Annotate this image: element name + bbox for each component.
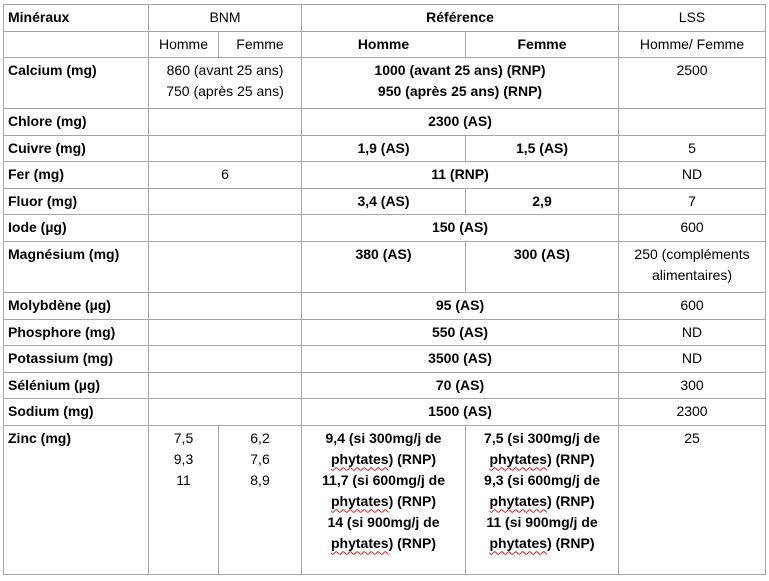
table-row (4, 109, 766, 136)
spellcheck-word: phytates (330, 534, 389, 551)
empty-cell (4, 31, 149, 58)
zinc-ref-homme-line: 9,4 (si 300mg/j de (325, 429, 442, 446)
phosphore-reference: 550 (AS) (302, 319, 619, 346)
calcium-bnm-line-2: 750 (après 25 ans) (166, 83, 284, 100)
calcium-reference (302, 58, 619, 109)
zinc-ref-femme-line: 11 (si 900mg/j de (486, 513, 598, 530)
zinc-ref-femme-line (470, 491, 614, 512)
zinc-bnm-homme-line: 9,3 (173, 450, 194, 467)
fluor-ref-femme: 2,9 (466, 188, 619, 215)
row-label-fluor: Fluor (mg) (4, 188, 149, 215)
calcium-lss: 2500 (619, 58, 766, 109)
col-minerals-header: Minéraux (4, 5, 149, 32)
zinc-ref-suffix: ) (RNP) (388, 492, 436, 509)
table-row (4, 399, 766, 426)
zinc-bnm-femme (219, 425, 302, 574)
bnm-femme-header: Femme (219, 31, 302, 58)
table-row (4, 241, 766, 292)
zinc-bnm-homme (149, 425, 219, 574)
table-row (4, 188, 766, 215)
zinc-bnm-homme-line: 11 (176, 471, 191, 488)
molybdene-bnm (149, 292, 302, 319)
cuivre-ref-femme: 1,5 (AS) (466, 135, 619, 162)
molybdene-lss: 600 (619, 292, 766, 319)
zinc-bnm-femme-line: 6,2 (250, 429, 270, 446)
zinc-ref-femme-line: 9,3 (si 600mg/j de (484, 471, 600, 488)
ref-femme-header: Femme (466, 31, 619, 58)
row-label-magnesium: Magnésium (mg) (4, 241, 149, 292)
chlore-lss (619, 109, 766, 136)
potassium-bnm (149, 346, 302, 373)
spellcheck-word: phytates (489, 534, 548, 551)
row-label-cuivre: Cuivre (mg) (4, 135, 149, 162)
zinc-ref-femme-line: 7,5 (si 300mg/j de (484, 429, 600, 446)
row-label-sodium: Sodium (mg) (4, 399, 149, 426)
fluor-bnm (149, 188, 302, 215)
selenium-bnm (149, 372, 302, 399)
zinc-ref-suffix: ) (RNP) (547, 450, 595, 467)
zinc-ref-homme-line (306, 491, 461, 512)
zinc-ref-suffix: ) (RNP) (388, 534, 436, 551)
row-label-fer: Fer (mg) (4, 162, 149, 189)
cuivre-lss: 5 (619, 135, 766, 162)
zinc-ref-femme-line (470, 533, 614, 554)
chlore-bnm (149, 109, 302, 136)
table-row (4, 135, 766, 162)
iode-lss: 600 (619, 215, 766, 242)
spellcheck-word: phytates (489, 492, 548, 509)
table-row (4, 58, 766, 109)
selenium-reference: 70 (AS) (302, 372, 619, 399)
sodium-reference: 1500 (AS) (302, 399, 619, 426)
zinc-ref-femme (466, 425, 619, 574)
header-row (4, 5, 766, 32)
col-bnm-header: BNM (149, 5, 302, 32)
row-label-selenium: Sélénium (µg) (4, 372, 149, 399)
calcium-ref-line-2: 950 (après 25 ans) (RNP) (377, 83, 543, 100)
zinc-ref-suffix: ) (RNP) (547, 534, 595, 551)
magnesium-lss (619, 241, 766, 292)
zinc-ref-homme-line: 11,7 (si 600mg/j de (322, 471, 445, 488)
table-row (4, 346, 766, 373)
calcium-bnm (149, 58, 302, 109)
phosphore-lss: ND (619, 319, 766, 346)
calcium-ref-line-1: 1000 (avant 25 ans) (RNP) (374, 62, 546, 79)
spellcheck-word: phytates (330, 450, 389, 467)
zinc-ref-homme (302, 425, 466, 574)
table-row (4, 162, 766, 189)
table-row (4, 372, 766, 399)
table-row (4, 425, 766, 574)
bnm-homme-header: Homme (149, 31, 219, 58)
calcium-bnm-line-1: 860 (avant 25 ans) (166, 62, 284, 79)
subheader-row (4, 31, 766, 58)
spellcheck-word: phytates (489, 450, 548, 467)
zinc-ref-homme-line (306, 449, 461, 470)
selenium-lss: 300 (619, 372, 766, 399)
magnesium-lss-line-2: alimentaires) (651, 266, 733, 283)
ref-homme-header: Homme (302, 31, 466, 58)
magnesium-ref-femme: 300 (AS) (466, 241, 619, 292)
row-label-iode: Iode (µg) (4, 215, 149, 242)
cuivre-ref-homme: 1,9 (AS) (302, 135, 466, 162)
zinc-bnm-femme-line: 8,9 (250, 471, 270, 488)
potassium-reference: 3500 (AS) (302, 346, 619, 373)
fer-lss: ND (619, 162, 766, 189)
magnesium-ref-homme: 380 (AS) (302, 241, 466, 292)
potassium-lss: ND (619, 346, 766, 373)
zinc-ref-homme-line: 14 (si 900mg/j de (327, 513, 440, 530)
row-label-chlore: Chlore (mg) (4, 109, 149, 136)
cuivre-bnm (149, 135, 302, 162)
zinc-ref-suffix: ) (RNP) (388, 450, 436, 467)
table-row (4, 292, 766, 319)
fluor-ref-homme: 3,4 (AS) (302, 188, 466, 215)
zinc-bnm-homme-line: 7,5 (173, 429, 194, 446)
magnesium-lss-line-1: 250 (compléments (634, 245, 750, 262)
col-lss-header: LSS (619, 5, 766, 32)
table-row (4, 319, 766, 346)
sodium-bnm (149, 399, 302, 426)
molybdene-reference: 95 (AS) (302, 292, 619, 319)
row-label-phosphore: Phosphore (mg) (4, 319, 149, 346)
phosphore-bnm (149, 319, 302, 346)
zinc-ref-femme-line (470, 449, 614, 470)
fer-reference: 11 (RNP) (302, 162, 619, 189)
zinc-ref-homme-line (306, 533, 461, 554)
zinc-lss: 25 (619, 425, 766, 574)
magnesium-bnm (149, 241, 302, 292)
zinc-ref-suffix: ) (RNP) (547, 492, 595, 509)
row-label-zinc: Zinc (mg) (4, 425, 149, 574)
chlore-reference: 2300 (AS) (302, 109, 619, 136)
spellcheck-word: phytates (330, 492, 389, 509)
fluor-lss: 7 (619, 188, 766, 215)
iode-reference: 150 (AS) (302, 215, 619, 242)
iode-bnm (149, 215, 302, 242)
row-label-molybdene: Molybdène (µg) (4, 292, 149, 319)
lss-homme-femme-header: Homme/ Femme (619, 31, 766, 58)
table-row (4, 215, 766, 242)
row-label-calcium: Calcium (mg) (4, 58, 149, 109)
sodium-lss: 2300 (619, 399, 766, 426)
col-reference-header: Référence (302, 5, 619, 32)
zinc-bnm-femme-line: 7,6 (250, 450, 270, 467)
fer-bnm: 6 (149, 162, 302, 189)
row-label-potassium: Potassium (mg) (4, 346, 149, 373)
minerals-table (3, 4, 766, 575)
